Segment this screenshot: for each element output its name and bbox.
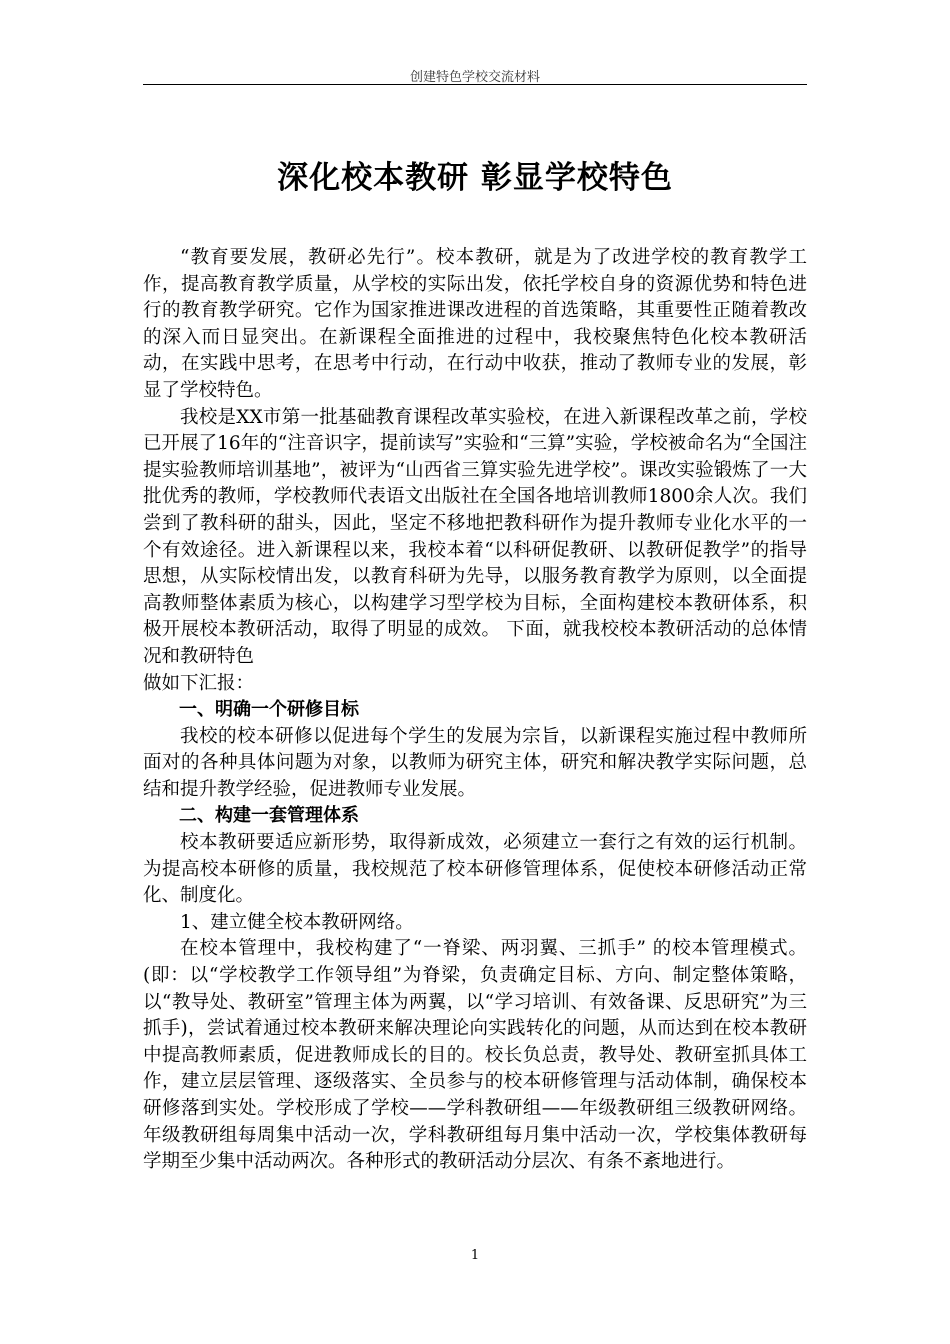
paragraph: 做如下汇报： bbox=[143, 672, 255, 694]
paragraph: 我校是XX市第一批基础教育课程改革实验校，在进入新课程改革之前，学校已开展了16年的“注音识字，提前读写”实验和“三算”实验，学校被命名为“全国注提实验教师培训基地”，被评为“山西省三算实验先进学校”。课改实验锻炼了一大批优秀的教师，学校教师代表语文出版社在全国各地培训教师1800余人次。我们尝到了教科研的甜头，因此，坚定不移地把教科研作为提升教师专业化水平的一个有效途径。进入新课程以来，我校本着“以科研促教研、以教研促教学”的指导思想，从实际校情出发，以教育科研为先导，以服务教育教学为原则，以全面提高教师整体素质为核心，以构建学习型学校为目标，全面构建校本教研体系，积极开展校本教研活动，取得了明显的成效。 下面，就我校校本教研活动的总体情况和教研特色 bbox=[143, 406, 807, 667]
page-number: 1 bbox=[470, 1248, 480, 1263]
subsection-heading: 1、建立健全校本教研网络。 bbox=[180, 911, 414, 933]
header-rule bbox=[143, 84, 807, 85]
document-title: 深化校本教研 彰显学校特色 bbox=[277, 160, 673, 196]
section-heading: 一、明确一个研修目标 bbox=[179, 699, 359, 721]
paragraph: 校本教研要适应新形势，取得新成效，必须建立一套行之有效的运行机制。为提高校本研修的质量，我校规范了校本研修管理体系，促使校本研修活动正常化、制度化。 bbox=[143, 832, 807, 907]
page-header: 创建特色学校交流材料 bbox=[409, 70, 540, 85]
paragraph: 在校本管理中，我校构建了“一脊梁、两羽翼、三抓手” 的校本管理模式。(即：以“学校教学工作领导组”为脊梁，负责确定目标、方向、制定整体策略，以“教导处、教研室”管理主体为两翼，以“学习培训、有效备课、反思研究”为三抓手)，尝试着通过校本教研来解决理论向实践转化的问题，从而达到在校本教研中提高教师素质，促进教师成长的目的。校长负总责，教导处、教研室抓具体工作，建立层层管理、逐级落实、全员参与的校本研修管理与活动体制，确保校本研修落到实处。学校形成了学校——学科教研组——年级教研组三级教研网络。年级教研组每周集中活动一次，学科教研组每月集中活动一次，学校集体教研每学期至少集中活动两次。各种形式的教研活动分层次、有条不紊地进行。 bbox=[143, 938, 807, 1173]
section-heading: 二、构建一套管理体系 bbox=[179, 805, 359, 827]
paragraph: “教育要发展，教研必先行”。校本教研，就是为了改进学校的教育教学工作，提高教育教学质量，从学校的实际出发，依托学校自身的资源优势和特色进行的教育教学研究。它作为国家推进课改进程的首选策略，其重要性正随着教改的深入而日显突出。在新课程全面推进的过程中，我校聚焦特色化校本教研活动，在实践中思考，在思考中行动，在行动中收获，推动了教师专业的发展，彰显了学校特色。 bbox=[143, 247, 807, 401]
document-body bbox=[143, 245, 807, 1176]
paragraph: 我校的校本研修以促进每个学生的发展为宗旨，以新课程实施过程中教师所面对的各种具体问题为对象，以教师为研究主体，研究和解决教学实际问题，总结和提升教学经验，促进教师专业发展。 bbox=[143, 725, 807, 800]
